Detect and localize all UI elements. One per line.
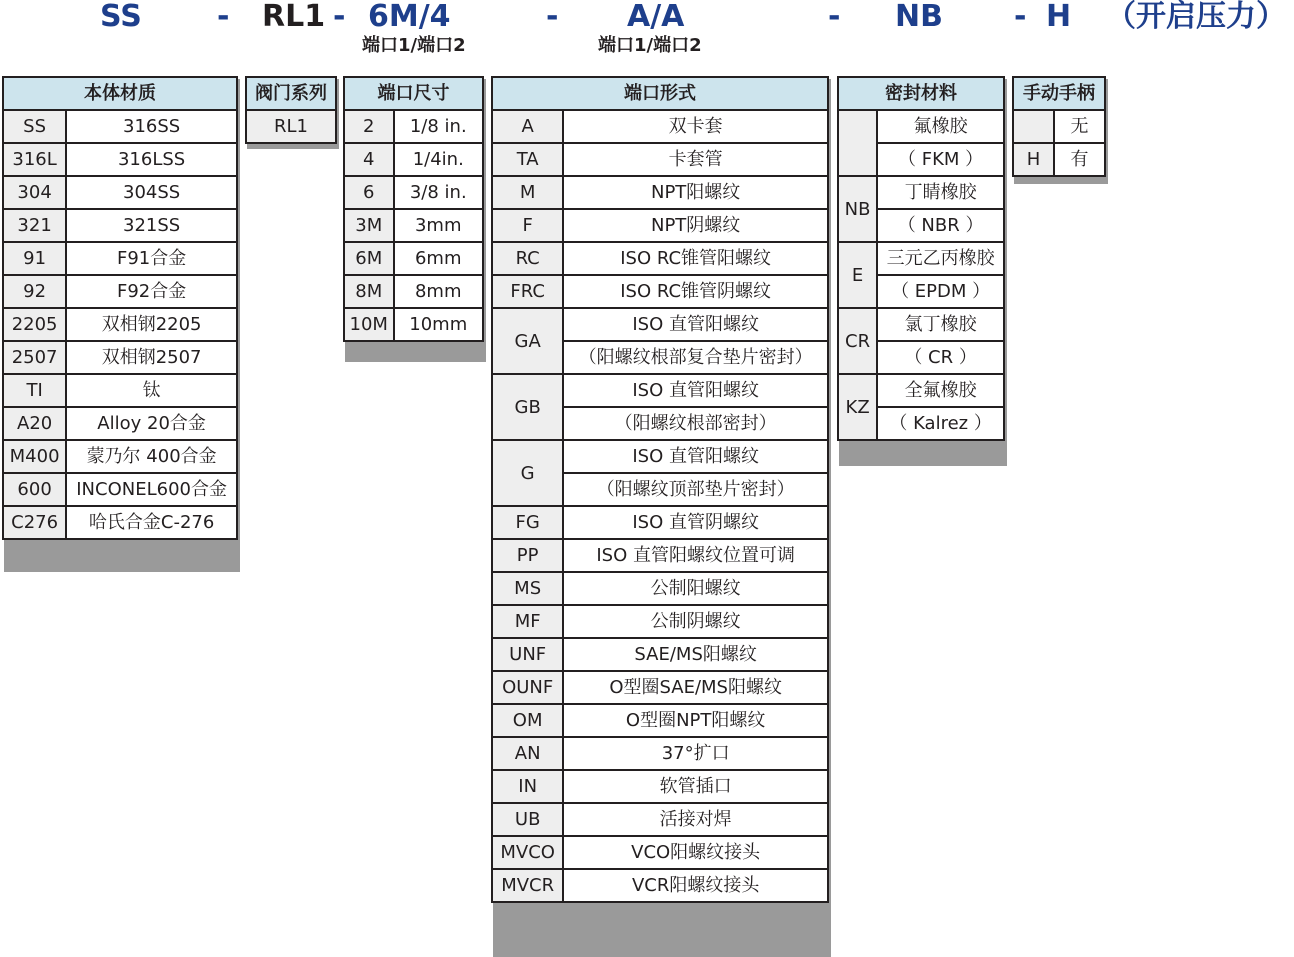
table-row	[3, 407, 237, 440]
table-row	[492, 737, 828, 770]
port-type-name: ISO RC锥管阴螺纹	[563, 275, 828, 308]
port-size-header: 端口尺寸	[344, 77, 483, 110]
body-material-code: 600	[3, 473, 66, 506]
port-type-name: ISO RC锥管阳螺纹	[563, 242, 828, 275]
body-material-code: 304	[3, 176, 66, 209]
port-size-code: 2	[344, 110, 394, 143]
body-material-name: INCONEL600合金	[66, 473, 237, 506]
table-row	[492, 836, 828, 869]
port-type-name: 双卡套	[563, 110, 828, 143]
port-type-code: OUNF	[492, 671, 563, 704]
port-type-code: IN	[492, 770, 563, 803]
manual-handle-option: 有	[1054, 143, 1105, 176]
table-row	[344, 209, 483, 242]
port-type-name: 公制阴螺纹	[563, 605, 828, 638]
port-type-note: （阳螺纹根部复合垫片密封）	[563, 341, 828, 374]
port-size-value: 6mm	[394, 242, 483, 275]
table-row	[3, 275, 237, 308]
valve-series-code: RL1	[246, 110, 336, 143]
seal-material-name: 全氟橡胶	[877, 374, 1004, 407]
seal-material-abbr: （ FKM ）	[877, 143, 1004, 176]
table-row	[492, 143, 828, 176]
table-row	[838, 110, 1004, 143]
body-material-code: 2507	[3, 341, 66, 374]
port-type-name: 37°扩口	[563, 737, 828, 770]
code-separator: -	[217, 0, 230, 34]
table-row	[344, 143, 483, 176]
port-type-name: O型圈SAE/MS阳螺纹	[563, 671, 828, 704]
port-type-code: G	[492, 440, 563, 506]
port-size-code: 3M	[344, 209, 394, 242]
port-size-code: 6M	[344, 242, 394, 275]
table-row	[3, 374, 237, 407]
port-type-code: MS	[492, 572, 563, 605]
seal-material-code: KZ	[838, 374, 877, 440]
table-row	[492, 704, 828, 737]
seal-material-abbr: （ Kalrez ）	[877, 407, 1004, 440]
port-size-value: 10mm	[394, 308, 483, 341]
seal-material-code: CR	[838, 308, 877, 374]
code-separator: -	[1014, 0, 1027, 34]
table-row	[344, 176, 483, 209]
code-separator: -	[546, 0, 559, 34]
table-row	[492, 110, 828, 143]
seal-material-name: 丁睛橡胶	[877, 176, 1004, 209]
port-size-value: 1/8 in.	[394, 110, 483, 143]
code-port-size: 6M/4	[368, 0, 451, 34]
port-type-name: ISO 直管阳螺纹	[563, 374, 828, 407]
body-material-code: SS	[3, 110, 66, 143]
port-type-code: TA	[492, 143, 563, 176]
port-type-code: MF	[492, 605, 563, 638]
table-row	[3, 176, 237, 209]
body-material-name: 304SS	[66, 176, 237, 209]
port-size-code: 8M	[344, 275, 394, 308]
table-row	[3, 110, 237, 143]
table-row	[492, 242, 828, 275]
port-type-code: GA	[492, 308, 563, 374]
valve-series-table	[245, 76, 337, 144]
table-row	[492, 770, 828, 803]
table-row	[838, 374, 1004, 407]
body-material-name: F92合金	[66, 275, 237, 308]
body-material-code: 92	[3, 275, 66, 308]
manual-handle-code	[1013, 110, 1054, 143]
seal-material-name: 氯丁橡胶	[877, 308, 1004, 341]
body-material-code: 91	[3, 242, 66, 275]
seal-material-abbr: （ NBR ）	[877, 209, 1004, 242]
manual-handle-table	[1012, 76, 1106, 177]
port-size-code: 4	[344, 143, 394, 176]
port-type-name: 卡套管	[563, 143, 828, 176]
code-port-type: A/A	[627, 0, 685, 34]
port-type-name: VCR阳螺纹接头	[563, 869, 828, 902]
body-material-name: 双相钢2507	[66, 341, 237, 374]
table-row	[492, 605, 828, 638]
table-row	[838, 176, 1004, 209]
port-type-code: GB	[492, 374, 563, 440]
table-row	[492, 671, 828, 704]
port-type-code: RC	[492, 242, 563, 275]
code-cracking-pressure: （开启压力）	[1106, 0, 1286, 34]
body-material-code: A20	[3, 407, 66, 440]
body-material-name: Alloy 20合金	[66, 407, 237, 440]
port-type-code: MVCR	[492, 869, 563, 902]
port-type-name: NPT阳螺纹	[563, 176, 828, 209]
table-row	[492, 506, 828, 539]
port-type-code: UNF	[492, 638, 563, 671]
body-material-name: 蒙乃尔 400合金	[66, 440, 237, 473]
body-material-code: 316L	[3, 143, 66, 176]
table-row	[492, 539, 828, 572]
body-material-code: 321	[3, 209, 66, 242]
port-size-value: 3mm	[394, 209, 483, 242]
seal-material-header: 密封材料	[838, 77, 1004, 110]
manual-handle-option: 无	[1054, 110, 1105, 143]
seal-material-code: NB	[838, 176, 877, 242]
table-row	[246, 110, 336, 143]
port-type-name: ISO 直管阳螺纹位置可调	[563, 539, 828, 572]
code-manual-handle: H	[1046, 0, 1072, 34]
port-size-value: 8mm	[394, 275, 483, 308]
body-material-code: 2205	[3, 308, 66, 341]
port-type-name: SAE/MS阳螺纹	[563, 638, 828, 671]
seal-material-code: E	[838, 242, 877, 308]
table-row	[344, 110, 483, 143]
port-type-code: UB	[492, 803, 563, 836]
table-row	[838, 242, 1004, 275]
port-type-code: F	[492, 209, 563, 242]
table-row	[492, 275, 828, 308]
port-size-code: 6	[344, 176, 394, 209]
table-row	[3, 473, 237, 506]
port-type-name: NPT阴螺纹	[563, 209, 828, 242]
port-type-name: VCO阳螺纹接头	[563, 836, 828, 869]
seal-material-table	[837, 76, 1005, 441]
table-row	[1013, 143, 1105, 176]
body-material-name: F91合金	[66, 242, 237, 275]
body-material-code: TI	[3, 374, 66, 407]
table-row	[344, 242, 483, 275]
port-type-name: 活接对焊	[563, 803, 828, 836]
table-row	[3, 440, 237, 473]
port-type-name: 公制阳螺纹	[563, 572, 828, 605]
code-end-subtitle: 端口1/端口2	[598, 35, 702, 56]
table-row	[3, 242, 237, 275]
port-type-note: （阳螺纹顶部垫片密封）	[563, 473, 828, 506]
port-type-header: 端口形式	[492, 77, 828, 110]
port-type-name: O型圈NPT阳螺纹	[563, 704, 828, 737]
valve-series-header: 阀门系列	[246, 77, 336, 110]
manual-handle-header: 手动手柄	[1013, 77, 1105, 110]
table-row	[492, 572, 828, 605]
body-material-name: 316SS	[66, 110, 237, 143]
table-row	[492, 803, 828, 836]
body-material-name: 316LSS	[66, 143, 237, 176]
port-type-code: OM	[492, 704, 563, 737]
port-type-note: （阳螺纹根部密封）	[563, 407, 828, 440]
code-size-subtitle: 端口1/端口2	[362, 35, 466, 56]
table-row	[838, 308, 1004, 341]
port-size-value: 1/4in.	[394, 143, 483, 176]
code-separator: -	[333, 0, 346, 34]
table-row	[492, 308, 828, 341]
seal-material-name: 氟橡胶	[877, 110, 1004, 143]
port-type-code: FRC	[492, 275, 563, 308]
body-material-name: 321SS	[66, 209, 237, 242]
port-type-code: FG	[492, 506, 563, 539]
code-valve-series: RL1	[262, 0, 326, 34]
seal-material-abbr: （ EPDM ）	[877, 275, 1004, 308]
table-row	[3, 506, 237, 539]
port-size-value: 3/8 in.	[394, 176, 483, 209]
port-type-code: MVCO	[492, 836, 563, 869]
body-material-header: 本体材质	[3, 77, 237, 110]
body-material-code: M400	[3, 440, 66, 473]
table-row	[3, 341, 237, 374]
table-row	[344, 308, 483, 341]
table-row	[492, 374, 828, 407]
body-material-name: 哈氏合金C-276	[66, 506, 237, 539]
port-size-code: 10M	[344, 308, 394, 341]
port-type-code: A	[492, 110, 563, 143]
port-type-name: 软管插口	[563, 770, 828, 803]
body-material-name: 双相钢2205	[66, 308, 237, 341]
manual-handle-code: H	[1013, 143, 1054, 176]
table-row	[492, 869, 828, 902]
table-row	[344, 275, 483, 308]
body-material-code: C276	[3, 506, 66, 539]
body-material-name: 钛	[66, 374, 237, 407]
table-row	[3, 308, 237, 341]
code-separator: -	[828, 0, 841, 34]
port-type-code: AN	[492, 737, 563, 770]
table-row	[492, 440, 828, 473]
port-type-name: ISO 直管阳螺纹	[563, 308, 828, 341]
port-type-code: PP	[492, 539, 563, 572]
port-type-table	[491, 76, 829, 903]
code-body-material: SS	[100, 0, 142, 34]
port-size-table	[343, 76, 484, 342]
seal-material-code	[838, 110, 877, 176]
body-material-table	[2, 76, 238, 540]
table-row	[492, 638, 828, 671]
port-type-name: ISO 直管阴螺纹	[563, 506, 828, 539]
table-row	[1013, 110, 1105, 143]
port-type-code: M	[492, 176, 563, 209]
seal-material-name: 三元乙丙橡胶	[877, 242, 1004, 275]
code-seal-material: NB	[895, 0, 943, 34]
table-row	[3, 143, 237, 176]
port-type-name: ISO 直管阳螺纹	[563, 440, 828, 473]
seal-material-abbr: （ CR ）	[877, 341, 1004, 374]
table-row	[492, 176, 828, 209]
table-row	[492, 209, 828, 242]
table-row	[3, 209, 237, 242]
